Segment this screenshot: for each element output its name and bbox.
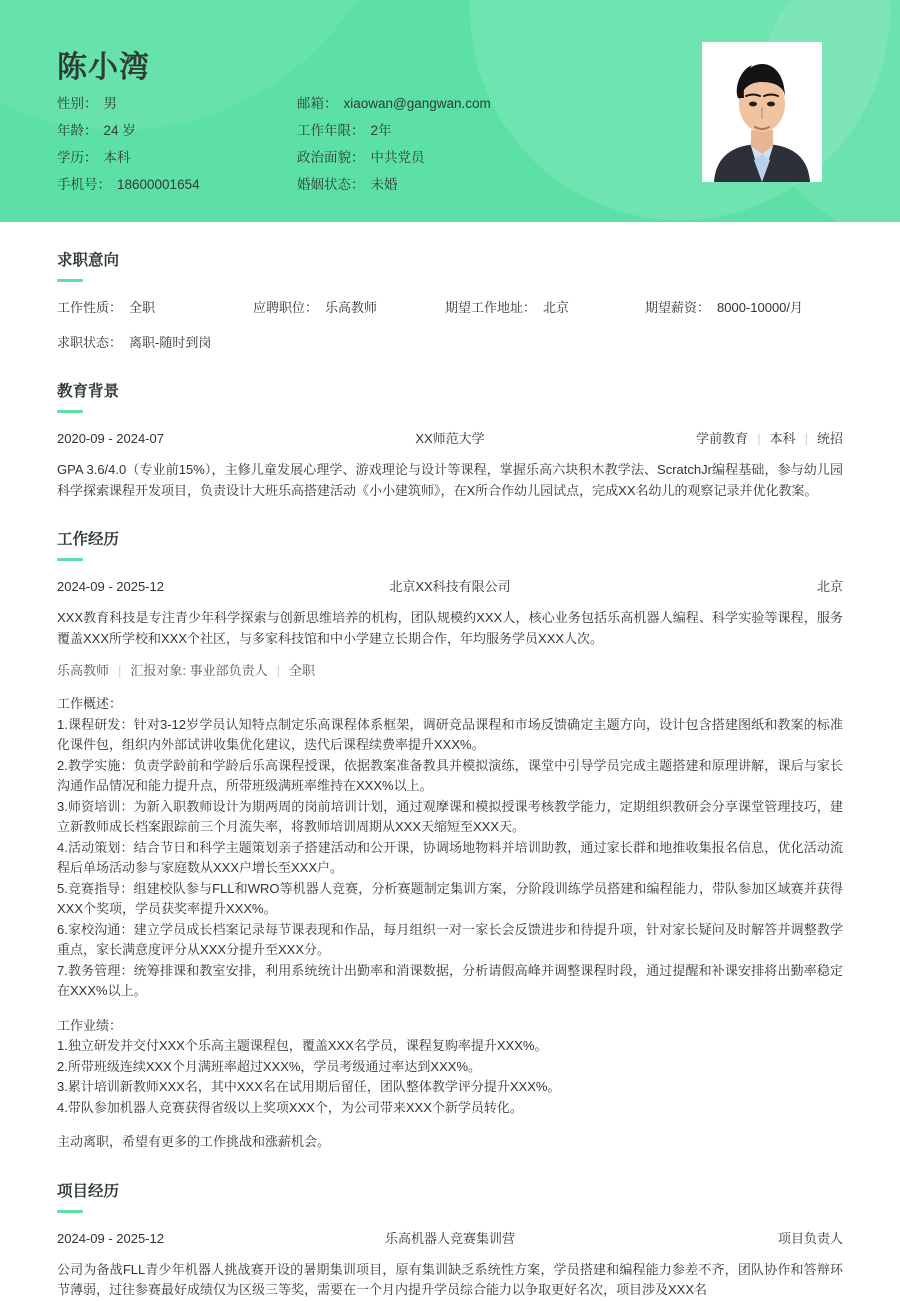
work-position-title: 乐高教师	[57, 663, 110, 678]
work-date-range: 2024-09 - 2025-12	[57, 579, 164, 594]
work-employment-type: 全职	[289, 663, 316, 678]
resume-header	[0, 0, 900, 222]
work-achievement-item: 2.所带班级连续XXX个月满班率超过XXX%，学员考级通过率达到XXX%。	[57, 1058, 481, 1074]
info-label: 政治面貌：	[297, 150, 365, 165]
info-item-age	[57, 122, 297, 140]
info-value: 18600001654	[117, 177, 200, 192]
field-job-nature	[57, 298, 253, 318]
section-header	[57, 1153, 843, 1213]
section-project-experience	[57, 1153, 843, 1301]
portrait-photo-icon	[702, 42, 822, 182]
info-value: 中共党员	[370, 150, 425, 165]
field-label: 期望薪资：	[645, 300, 711, 315]
work-location: 北京	[816, 579, 843, 594]
field-expected-salary	[645, 298, 803, 318]
work-achievement-item: 4.带队参加机器人竞赛获得省级以上奖项XXX个，为公司带来XXX个新学员转化。	[57, 1099, 523, 1115]
info-value: 男	[103, 96, 117, 111]
field-value: 乐高教师	[325, 300, 378, 315]
work-overview-item: 5.竞赛指导：组建校队参与FLL和WRO等机器人竞赛，分析赛题制定集训方案，分阶段训练学员搭建和编程能力，带队参加区域赛并获得XXX个奖项，学员获奖率提升XXX%。	[57, 880, 843, 916]
work-achievement-item: 1.独立研发并交付XXX个乐高主题课程包，覆盖XXX名学员，课程复购率提升XXX%。	[57, 1038, 548, 1053]
section-title: 项目经历	[57, 1182, 120, 1200]
work-leave-reason: 主动离职，希望有更多的工作挑战和涨薪机会。	[57, 1134, 331, 1149]
tag-separator: |	[757, 431, 761, 446]
education-school-name: XX师范大学	[415, 431, 485, 446]
meta-separator: |	[118, 663, 122, 678]
spacer	[57, 1118, 843, 1132]
education-date-range: 2020-09 - 2024-07	[57, 431, 164, 446]
work-overview-item: 6.家校沟通：建立学员成长档案记录每节课表现和作品，每月组织一对一家长会反馈进步和待提升项，针对家长疑问及时解答并调整教学重点，家长满意度评分从XXX分提升至XXX分。	[57, 921, 843, 957]
info-label: 手机号：	[57, 177, 111, 192]
work-achievement-label: 工作业绩：	[57, 1017, 123, 1033]
job-intention-row-1	[57, 298, 843, 318]
work-overview-item: 7.教务管理：统筹排课和教室安排，利用系统统计出勤率和消课数据，分析请假高峰并调整课程时段，通过提醒和补课安排将出勤率稳定在XXX%以上。	[57, 962, 843, 998]
field-value: 全职	[129, 300, 156, 315]
project-description: 公司为备战FLL青少年机器人挑战赛开设的暑期集训项目，原有集训缺乏系统性方案，学员搭建和编程能力参差不齐，团队协作和答辩环节薄弱，过往参赛最好成绩仅为区级三等奖，需要在一个月内提升学员综合能力以争取更好名次，项目涉及XXX名	[57, 1261, 843, 1297]
info-value: xiaowan@gangwan.com	[343, 96, 491, 111]
field-label: 期望工作地址：	[445, 300, 537, 315]
project-entry-header	[57, 1229, 843, 1249]
candidate-photo	[702, 42, 822, 182]
education-description: GPA 3.6/4.0（专业前15%），主修儿童发展心理学、游戏理论与设计等课程，掌握乐高六块积木教学法、ScratchJr编程基础，参与幼儿园科学探索课程开发项目，负责设计大班乐高搭建活动《小小建筑师》，在X所合作幼儿园试点，完成XX名幼儿的观察记录并优化教案。	[57, 462, 843, 498]
project-name: 乐高机器人竞赛集训营	[384, 1230, 515, 1246]
info-item-phone	[57, 176, 297, 194]
work-report-to: 汇报对象: 事业部负责人	[130, 663, 268, 678]
info-label: 学历：	[57, 150, 98, 165]
section-title: 工作经历	[57, 531, 120, 548]
info-value: 未婚	[370, 177, 398, 192]
education-tag-degree: 本科	[769, 431, 796, 446]
work-overview-item: 3.师资培训：为新入职教师设计为期两周的岗前培训计划，通过观摩课和模拟授课考核教学能力，定期组织教研会分享课堂管理技巧，建立新教师成长档案跟踪前三个月流失率，将教师培训周期从XXX天缩短至XXX天。	[57, 798, 843, 834]
info-item-email	[297, 95, 677, 113]
work-company-intro: XXX教育科技是专注青少年科学探索与创新思维培养的机构，团队规模约XXX人，核心业务包括乐高机器人编程、科学实验等课程，服务覆盖XXX所学校和XXX个社区，与多家科技馆和中小学建立长期合作，年均服务学员XXX人次。	[57, 610, 843, 646]
field-label: 求职状态：	[57, 335, 123, 350]
job-intention-row-2	[57, 333, 843, 353]
info-value: 24 岁	[103, 123, 136, 138]
section-accent-rule	[57, 1210, 83, 1213]
section-header	[57, 222, 843, 282]
info-label: 年龄：	[57, 123, 98, 138]
info-label: 工作年限：	[297, 123, 365, 138]
info-item-education	[57, 149, 297, 167]
section-header	[57, 353, 843, 413]
work-overview-item: 2.教学实施：负责学龄前和学龄后乐高课程授课，依据教案准备教具并模拟演练，课堂中引导学员完成主题搭建和原理讲解，课后与家长沟通作品情况和能力提升点，所带班级满班率维持在XXX%以上。	[57, 757, 843, 793]
info-item-work-years	[297, 122, 677, 140]
work-overview-item: 4.活动策划：结合节日和科学主题策划亲子搭建活动和公开课，协调场地物料并培训助教，通过家长群和地推收集报名信息，优化活动流程后单场活动参与家庭数从XXX户增长至XXX户。	[57, 839, 843, 875]
info-label: 性别：	[57, 96, 98, 111]
meta-separator: |	[276, 663, 281, 678]
info-item-marital-status	[297, 176, 677, 194]
section-work-experience	[57, 501, 843, 1153]
field-value: 离职-随时到岗	[129, 335, 212, 350]
info-label: 婚姻状态：	[297, 177, 365, 192]
info-item-gender	[57, 95, 297, 113]
section-accent-rule	[57, 558, 83, 561]
personal-info-grid	[57, 95, 677, 194]
section-title: 教育背景	[57, 383, 120, 400]
field-label: 工作性质：	[57, 300, 123, 315]
section-accent-rule	[57, 410, 83, 413]
section-header	[57, 501, 843, 561]
field-expected-location	[445, 298, 645, 318]
section-education	[57, 353, 843, 501]
work-meta-row	[57, 661, 843, 681]
work-overview-item: 1.课程研发：针对3-12岁学员认知特点制定乐高课程体系框架，调研竞品课程和市场反馈确定主题方向，设计包含搭建图纸和教案的标准化课件包，组织内外部试讲收集优化建议，迭代后课程续费率提升XXX%。	[57, 716, 843, 752]
section-title: 求职意向	[57, 252, 120, 269]
education-tag-major: 学前教育	[696, 431, 749, 446]
tag-separator: |	[804, 431, 808, 446]
education-tag-admission: 统招	[816, 431, 843, 446]
info-label: 邮箱：	[297, 96, 338, 111]
work-company-name: 北京XX科技有限公司	[389, 579, 511, 594]
education-tags	[543, 429, 843, 449]
info-value: 本科	[103, 150, 131, 165]
project-date-range: 2024-09 - 2025-12	[57, 1230, 164, 1246]
education-entry-header	[57, 429, 843, 449]
field-job-search-status	[57, 333, 253, 353]
candidate-name: 陈小湾	[57, 51, 150, 84]
work-entry-header	[57, 577, 843, 597]
info-value: 2年	[370, 123, 392, 138]
info-item-political-status	[297, 149, 677, 167]
work-overview-label: 工作概述：	[57, 696, 123, 711]
section-accent-rule	[57, 279, 83, 282]
field-label: 应聘职位：	[253, 300, 319, 315]
section-job-intention	[57, 222, 843, 353]
resume-body	[0, 222, 900, 1301]
field-value: 8000-10000/月	[717, 300, 804, 315]
field-value: 北京	[543, 300, 570, 315]
project-role: 项目负责人	[777, 1230, 843, 1246]
field-applied-position	[253, 298, 445, 318]
spacer	[57, 1002, 843, 1016]
tag-list	[696, 429, 843, 449]
work-achievement-item: 3.累计培训新教师XXX名，其中XXX名在试用期后留任，团队整体教学评分提升XXX%。	[57, 1079, 561, 1094]
